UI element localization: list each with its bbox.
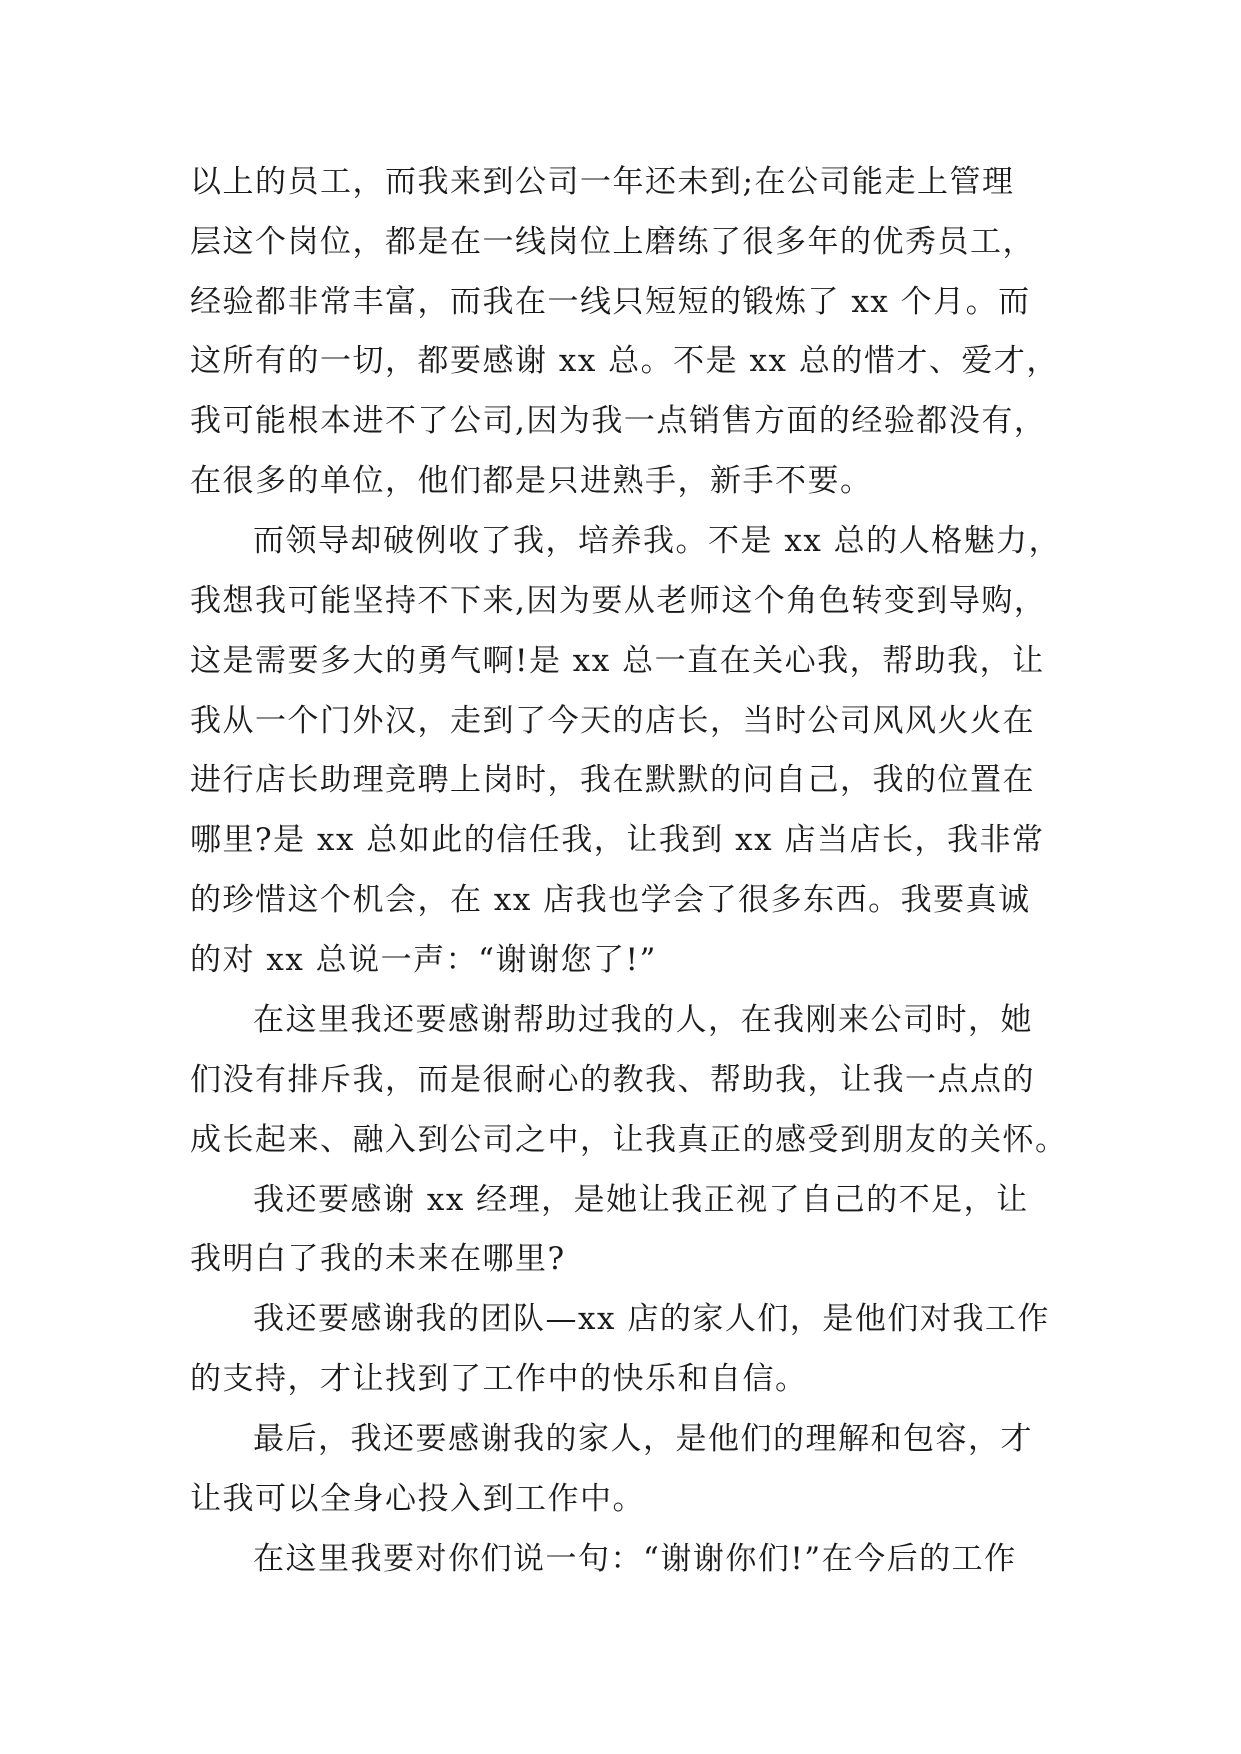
- paragraph-first-line: 在这里我要对你们说一句：“谢谢你们!”在今后的工作: [253, 1541, 1017, 1577]
- text-line: 们没有排斥我，而是很耐心的教我、帮助我，让我一点点的: [190, 1062, 1035, 1098]
- text-line: 以上的员工，而我来到公司一年还未到;在公司能走上管理: [190, 164, 1015, 200]
- text-line: 这是需要多大的勇气啊!是 xx 总一直在关心我，帮助我，让: [190, 643, 1045, 679]
- paragraph-first-line: 最后，我还要感谢我的家人，是他们的理解和包容，才: [253, 1421, 1033, 1457]
- text-line: 在很多的单位，他们都是只进熟手，新手不要。: [190, 463, 873, 499]
- text-line: 哪里?是 xx 总如此的信任我，让我到 xx 店当店长，我非常: [190, 822, 1045, 858]
- text-line: 的支持，才让找到了工作中的快乐和自信。: [190, 1361, 808, 1397]
- text-line: 成长起来、融入到公司之中，让我真正的感受到朋友的关怀。: [190, 1122, 1068, 1158]
- text-line: 层这个岗位，都是在一线岗位上磨练了很多年的优秀员工，: [190, 224, 1035, 260]
- text-line: 我明白了我的未来在哪里?: [190, 1241, 566, 1277]
- paragraph-first-line: 我还要感谢 xx 经理，是她让我正视了自己的不足，让: [253, 1182, 1029, 1218]
- paragraph-first-line: 我还要感谢我的团队—xx 店的家人们，是他们对我工作: [253, 1301, 1050, 1337]
- paragraph-first-line: 而领导却破例收了我，培养我。不是 xx 总的人格魅力，: [253, 523, 1062, 559]
- text-line: 进行店长助理竞聘上岗时，我在默默的问自己，我的位置在: [190, 762, 1035, 798]
- text-line: 让我可以全身心投入到工作中。: [190, 1481, 645, 1517]
- text-line: 的珍惜这个机会，在 xx 店我也学会了很多东西。我要真诚: [190, 882, 1031, 918]
- paragraph-first-line: 在这里我还要感谢帮助过我的人，在我刚来公司时，她: [253, 1002, 1033, 1038]
- text-line: 我从一个门外汉，走到了今天的店长，当时公司风风火火在: [190, 703, 1035, 739]
- text-line: 我可能根本进不了公司,因为我一点销售方面的经验都没有，: [190, 403, 1047, 439]
- text-line: 的对 xx 总说一声：“谢谢您了!”: [190, 942, 657, 978]
- text-line: 这所有的一切，都要感谢 xx 总。不是 xx 总的惜才、爱才，: [190, 343, 1059, 379]
- text-line: 我想我可能坚持不下来,因为要从老师这个角色转变到导购，: [190, 583, 1047, 619]
- text-line: 经验都非常丰富，而我在一线只短短的锻炼了 xx 个月。而: [190, 284, 1031, 320]
